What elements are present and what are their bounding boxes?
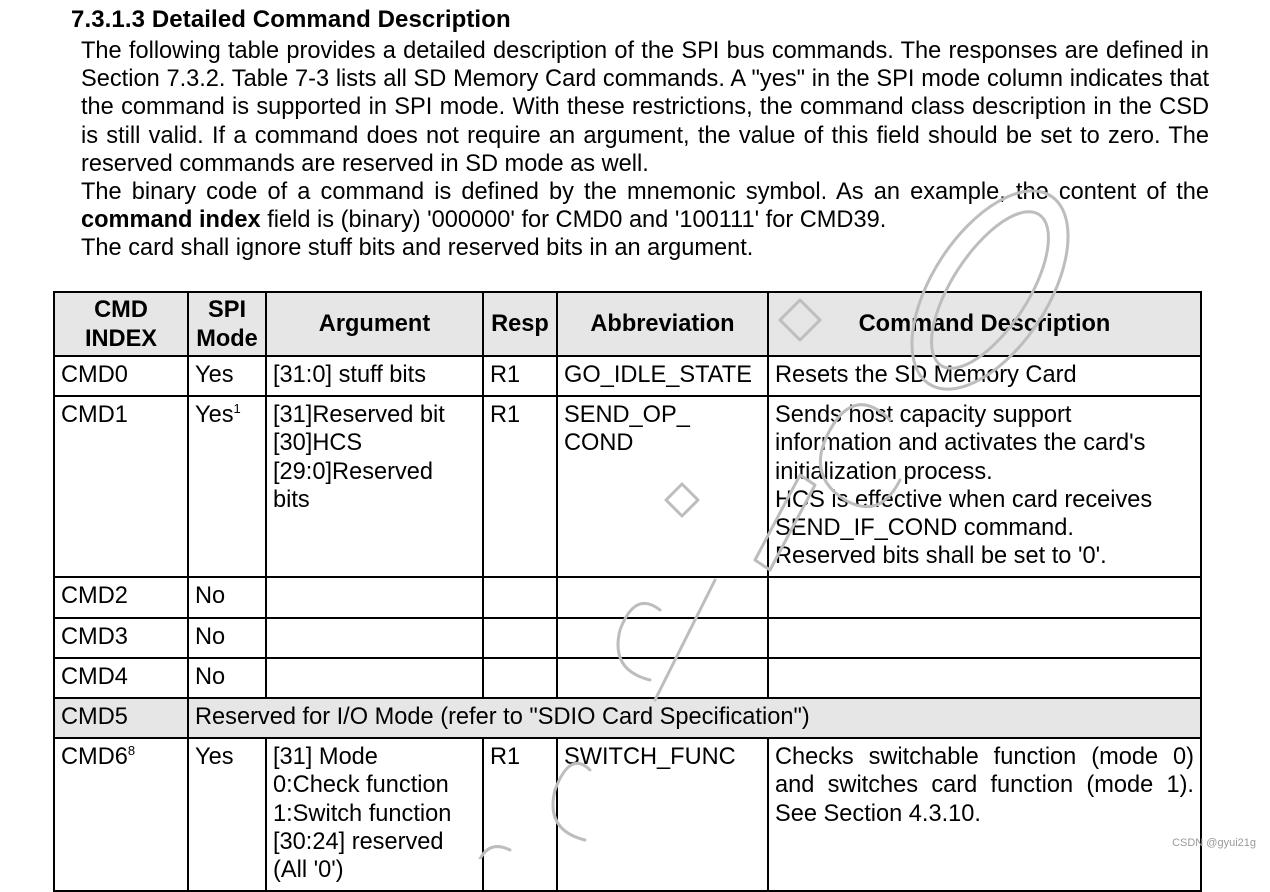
table-row	[54, 738, 1201, 891]
abbreviation-cell: SEND_OP_ COND	[557, 396, 768, 577]
intro-paragraph: The following table provides a detailed description of the SPI bus commands. The responses are defined in Section 7.3.2. Table 7-3 lists all SD Memory Card commands. A "yes" in the SPI mode column indicates that the command is supported in SPI mode. With these restrictions, the command class description in the CSD is still valid. If a command does not require an argument, the value of this field should be set to zero. The reserved commands are reserved in SD mode as well.	[81, 38, 1209, 177]
stuff-bits-paragraph: The card shall ignore stuff bits and reserved bits in an argument.	[81, 235, 754, 261]
header-argument: Argument	[266, 292, 483, 356]
resp-cell	[483, 618, 557, 658]
argument-cell: [31:0] stuff bits	[266, 356, 483, 396]
footnote-marker: 1	[233, 401, 241, 417]
reserved-note-cell: Reserved for I/O Mode (refer to "SDIO Card Specification")	[188, 698, 1201, 738]
argument-cell: [31]Reserved bit [30]HCS [29:0]Reserved bits	[266, 396, 483, 577]
table-row	[54, 577, 1201, 617]
table-row	[54, 658, 1201, 698]
description-cell	[768, 658, 1201, 698]
resp-cell: R1	[483, 396, 557, 577]
cmd-index-cell: CMD2	[54, 577, 188, 617]
cmd-index-cell: CMD1	[54, 396, 188, 577]
command-index-term: command index	[81, 207, 261, 234]
command-index-paragraph	[81, 178, 1209, 234]
resp-cell	[483, 658, 557, 698]
source-credit: CSDN @gyui21g	[1172, 837, 1256, 849]
resp-cell: R1	[483, 356, 557, 396]
spi-mode-cell: Yes	[188, 356, 266, 396]
abbreviation-cell	[557, 658, 768, 698]
header-cmd-index: CMD INDEX	[54, 292, 188, 356]
paragraph-text: The binary code of a command is defined by the mnemonic symbol. As an example, the content of the	[81, 179, 1209, 205]
cmd-index-cell: $CMD6^8$	[54, 738, 188, 891]
table-row-reserved	[54, 698, 1201, 738]
header-resp: Resp	[483, 292, 557, 356]
header-abbreviation: Abbreviation	[557, 292, 768, 356]
section-heading: 7.3.1.3 Detailed Command Description	[71, 6, 511, 33]
resp-cell: R1	[483, 738, 557, 891]
spi-mode-cell: No	[188, 618, 266, 658]
argument-cell: [31] Mode 0:Check function 1:Switch function [30:24] reserved (All '0')	[266, 738, 483, 891]
argument-cell	[266, 658, 483, 698]
abbreviation-cell: GO_IDLE_STATE	[557, 356, 768, 396]
description-cell	[768, 618, 1201, 658]
argument-cell	[266, 618, 483, 658]
argument-cell	[266, 577, 483, 617]
spi-mode-cell: Yes	[188, 738, 266, 891]
command-table	[53, 291, 1202, 892]
paragraph-text: field is (binary) '000000' for CMD0 and '100111' for CMD39.	[267, 207, 887, 234]
description-cell	[768, 577, 1201, 617]
spi-mode-cell: No	[188, 658, 266, 698]
table-row	[54, 356, 1201, 396]
abbreviation-cell	[557, 577, 768, 617]
header-spi-mode: SPI Mode	[188, 292, 266, 356]
description-cell: Sends host capacity support information and activates the card's initialization process. HCS is effective when card receives SEND_IF_COND command. Reserved bits shall be set to '0'.	[768, 396, 1201, 577]
spi-mode-cell: No	[188, 577, 266, 617]
cmd-index-cell: CMD4	[54, 658, 188, 698]
description-cell: Checks switchable function (mode 0) and switches card function (mode 1). See Section 4.3.10.	[768, 738, 1201, 891]
footnote-marker: 8	[127, 743, 136, 759]
table-row	[54, 618, 1201, 658]
resp-cell	[483, 577, 557, 617]
cmd-index-cell: CMD0	[54, 356, 188, 396]
table-header-row	[54, 292, 1201, 356]
table-row	[54, 396, 1201, 577]
abbreviation-cell: SWITCH_FUNC	[557, 738, 768, 891]
spi-mode-cell: Yes$^1$	[188, 396, 266, 577]
description-cell: Resets the SD Memory Card	[768, 356, 1201, 396]
cmd-index-cell: CMD5	[54, 698, 188, 738]
abbreviation-cell	[557, 618, 768, 658]
header-description: Command Description	[768, 292, 1201, 356]
cmd-index-cell: CMD3	[54, 618, 188, 658]
